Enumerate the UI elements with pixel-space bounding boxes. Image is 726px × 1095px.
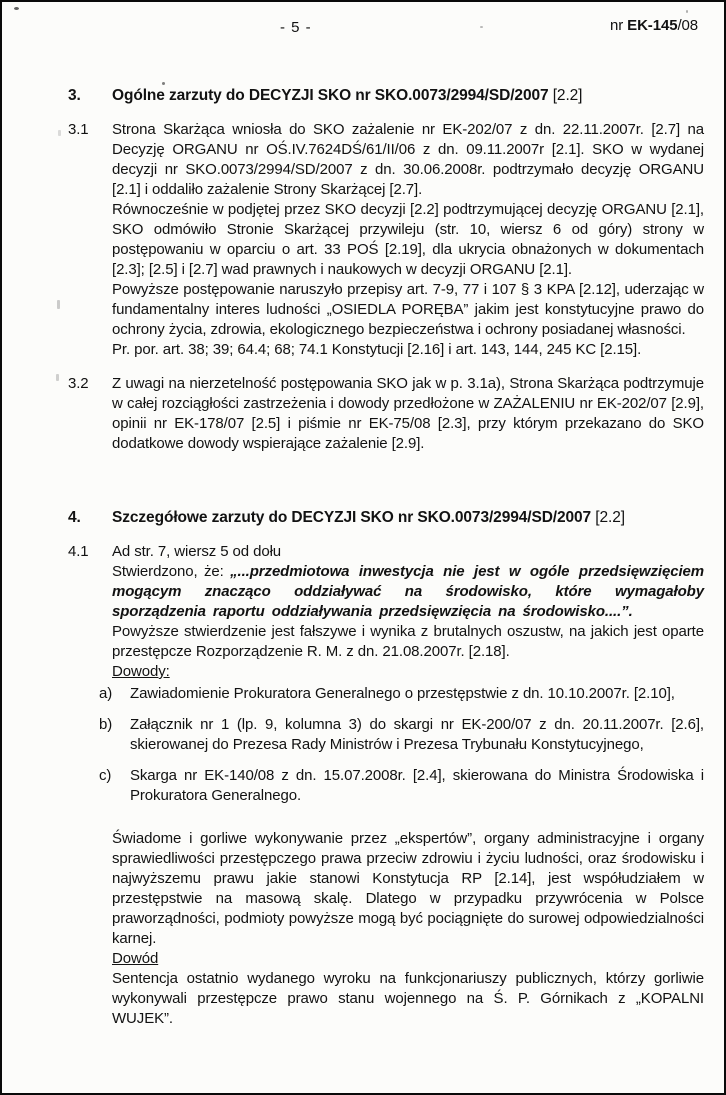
- quote-intro: Stwierdzono, że:: [112, 563, 231, 580]
- dowod-label: Dowód: [112, 950, 159, 967]
- quoted-decision-text: „...przedmiotowa inwestycja nie jest w ogóle przedsięwzięciem mogącym znacząco oddziaływać na środowisko, które wymagałoby sporządzenia raportu oddziaływania przedsięwzięcia na środowisko....”.: [112, 563, 705, 620]
- evidence-item-c-label: c): [99, 767, 112, 784]
- page-number: - 5 -: [280, 19, 312, 36]
- paragraph-4-1: [68, 542, 705, 1029]
- section-3-number: 3.: [68, 87, 81, 104]
- section-4-heading: [68, 508, 704, 528]
- evidence-item-b: [99, 715, 704, 755]
- document-number: [610, 16, 698, 36]
- section-3-heading: [68, 86, 704, 106]
- document-number-prefix: nr: [609, 17, 628, 34]
- page-header: [112, 16, 704, 38]
- document-number-suffix: /08: [677, 17, 698, 34]
- page-content: [2, 2, 724, 1029]
- paragraph-3-2: [68, 374, 704, 454]
- paragraph-4-1-quote-block: [112, 562, 704, 622]
- closing-paragraph-1: Świadome i gorliwe wykonywanie przez „ekspertów”, organy administracyjne i organy sprawiedliwości przestępczego prawa przeciw zdrowiu i życiu ludności, oraz środowisku i najwyższemu prawu jakie stanowi Konstytucja RP [2.14], jest współudziałem w przestępstwie na masową skalę. Dlatego w przypadku przywrócenia w Polsce praworządności, podmioty powyższe mogą być pociągnięte do surowej odpowiedzialności karnej.: [112, 830, 704, 947]
- closing-paragraph-2: Sentencja ostatnio wydanego wyroku na funkcjonariuszy publicznych, którzy gorliwie wykonywali przestępcze prawo stanu wojennego na Ś. P. Górnikach z „KOPALNI WUJEK”.: [112, 970, 704, 1027]
- document-number-code: EK-145: [627, 17, 678, 34]
- evidence-item-b-text: Załącznik nr 1 (lp. 9, kolumna 3) do skargi nr EK-200/07 z dn. 20.11.2007r. [2.6], skierowanej do Prezesa Rady Ministrów i Prezesa Trybunału Konstytucyjnego,: [130, 716, 704, 753]
- paragraph-3-1-block-2: Równocześnie w podjętej przez SKO decyzji [2.2] podtrzymującej decyzję ORGANU [2.1], SKO odmówiło Stronie Skarżącej przywileju (str. 10, wiersz 6 od góry) strony w postępowaniu w oparciu o art. 33 POŚ [2.19], dla ukrycia obnażonych w dokumentach [2.3]; [2.5] i [2.7] wad prawnych i naukowych w decyzji ORGANU [2.1].: [112, 201, 704, 278]
- paragraph-3-1-number: 3.1: [68, 121, 89, 138]
- section-4-title: Szczegółowe zarzuty do DECYZJI SKO nr SKO.0073/2994/SD/2007: [112, 509, 596, 526]
- paragraph-3-1-block-3: Powyższe postępowanie naruszyło przepisy art. 7-9, 77 i 107 § 3 KPA [2.12], uderzając w fundamentalny interes ludności „OSIEDLA PORĘBA” jakim jest konstytucyjne prawo do ochrony życia, zdrowia, ekologicznego bezpieczeństwa i ochrony posiadanej własności.: [112, 281, 704, 338]
- paragraph-4-1-number: 4.1: [68, 543, 89, 560]
- evidence-item-a-label: a): [99, 685, 113, 702]
- dowody-label: Dowody:: [112, 663, 170, 680]
- paragraph-4-1-ad-line: Ad str. 7, wiersz 5 od dołu: [112, 543, 282, 560]
- evidence-item-a: [99, 684, 704, 704]
- paragraph-3-2-text: Z uwagi na nierzetelność postępowania SKO jak w p. 3.1a), Strona Skarżąca podtrzymuje w całej rozciągłości zastrzeżenia i dowody przedłożone w ZAŻALENIU nr EK-202/07 [2.9], opinii nr EK-178/07 [2.5] i piśmie nr EK-75/08 [2.3], przy którym przekazano do SKO dodatkowe dowody wspierające zażalenie [2.9].: [112, 375, 704, 452]
- paragraph-3-2-number: 3.2: [68, 375, 89, 392]
- section-4-number: 4.: [68, 509, 81, 526]
- evidence-item-c: [99, 766, 704, 806]
- paragraph-3-1: [68, 120, 704, 360]
- paragraph-3-1-block-4: Pr. por. art. 38; 39; 64.4; 68; 74.1 Konstytucji [2.16] i art. 143, 144, 245 KC [2.15].: [112, 341, 642, 358]
- section-3-title: Ogólne zarzuty do DECYZJI SKO nr SKO.0073/2994/SD/2007: [112, 87, 553, 104]
- evidence-item-c-text: Skarga nr EK-140/08 z dn. 15.07.2008r. [2.4], skierowana do Ministra Środowiska i Prokuratora Generalnego.: [130, 767, 704, 804]
- section-4-reference: [2.2]: [595, 509, 625, 526]
- evidence-item-a-text: Zawiadomienie Prokuratora Generalnego o przestępstwie z dn. 10.10.2007r. [2.10],: [130, 685, 675, 702]
- section-3-reference: [2.2]: [552, 87, 583, 104]
- paragraph-3-1-block-1: Strona Skarżąca wniosła do SKO zażalenie nr EK-202/07 z dn. 22.11.2007r. [2.7] na Decyzję ORGANU nr OŚ.IV.7624DŚ/61/II/06 z dn. 09.11.2007r [2.1]. SKO w wydanej decyzji nr SKO.0073/2994/SD/2007 z dn. 30.06.2008r. podtrzymało decyzję ORGANU [2.1] i oddaliło zażalenie Strony Skarżącej [2.7].: [112, 121, 704, 198]
- evidence-item-b-label: b): [99, 716, 113, 733]
- paragraph-4-1-after-quote: Powyższe stwierdzenie jest fałszywe i wynika z brutalnych oszustw, na jakich jest oparte przestępcze Rozporządzenie R. M. z dn. 21.08.2007r. [2.18].: [112, 623, 704, 660]
